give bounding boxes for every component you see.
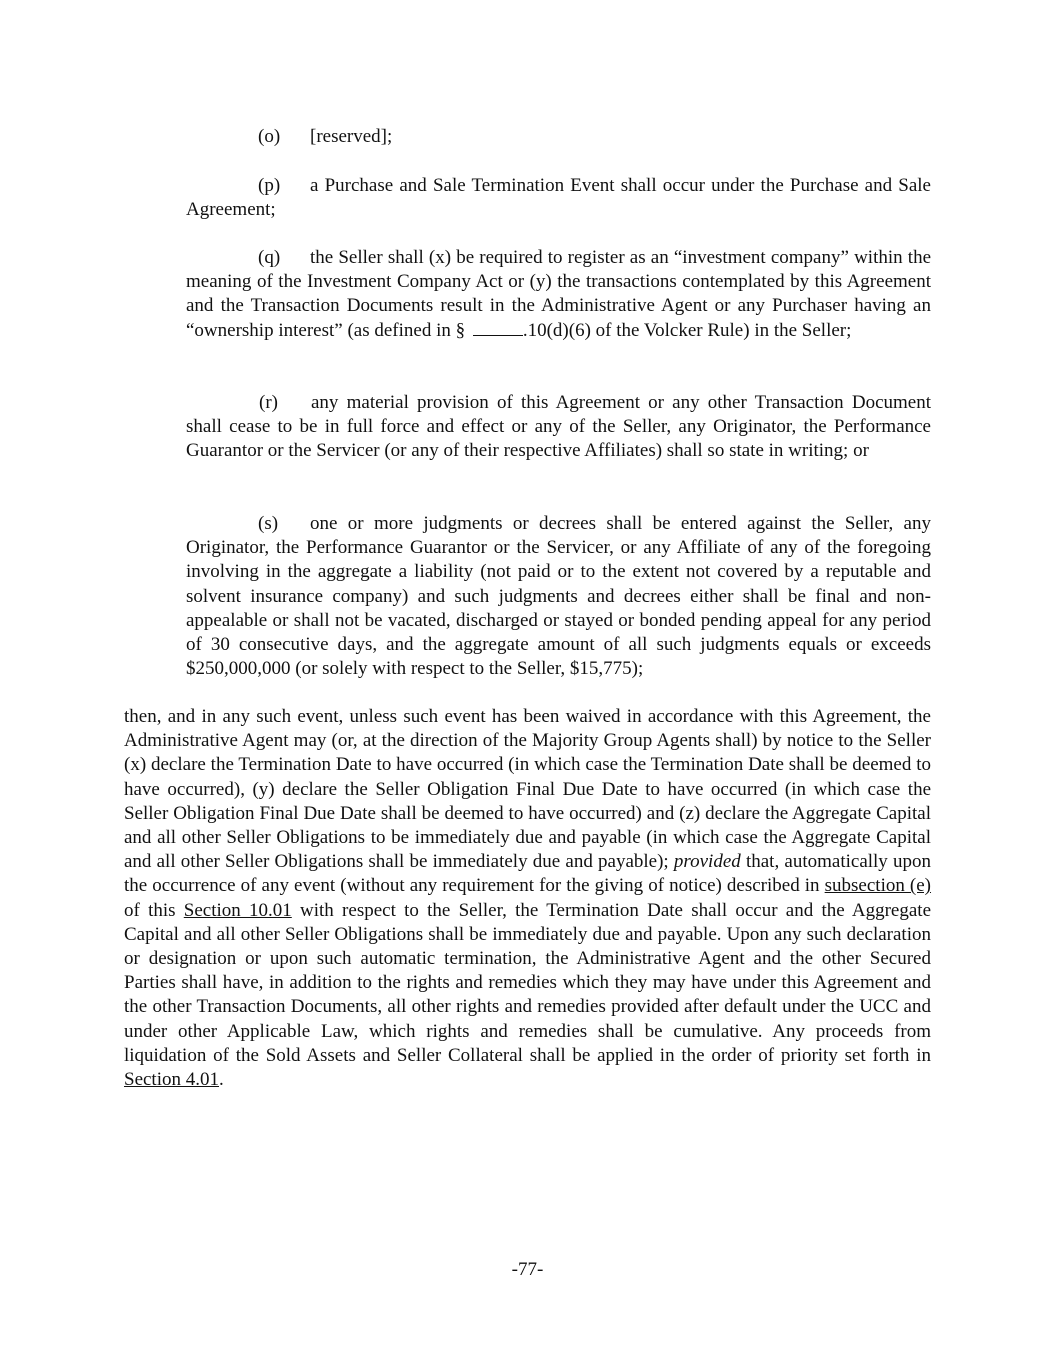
provided-term: provided — [673, 851, 741, 873]
section-4-01-link[interactable]: Section 4.01 — [124, 1069, 219, 1091]
closing-text-4: with respect to the Seller, the Termination Date shall occur and the Aggregate Capital and all other Seller Obligations shall be immediately due and payable. Upon any such declaration or designation or upon such automatic termination, the Administrative Agent and the other Secured Parties shall have, in addition to the rights and remedies which they may have under this Agreement and the other Transaction Documents, all other rights and remedies provided after default under the UCC and under other Applicable Law, which rights and remedies shall be cumulative. Any proceeds from liquidation of the Sold Assets and Seller Collateral shall be applied in the order of priority set forth in — [124, 899, 932, 1066]
clause-r — [186, 391, 931, 464]
closing-text-1: then, and in any such event, unless such event has been waived in accordance with this Agreement, the Administrative Agent may (or, at the direction of the Majority Group Agents shall) by notice to the Seller (x) declare the Termination Date to have occurred (in which case the Termination Date shall be deemed to have occurred), (y) declare the Seller Obligation Final Due Date to have occurred (in which case the Seller Obligation Final Due Date shall be deemed to have occurred) and (z) declare the Aggregate Capital and all other Seller Obligations to be immediately due and payable (in which case the Aggregate Capital and all other Seller Obligations shall be immediately due and payable); — [124, 706, 931, 873]
clause-text: [reserved]; — [310, 126, 393, 147]
clause-o — [186, 125, 931, 149]
closing-text-2: that, automatically upon the occurrence of any event (without any requirement for the giving of notice) described in — [124, 851, 932, 897]
clause-label: (q) — [258, 247, 281, 268]
closing-text-5: . — [219, 1069, 224, 1091]
clause-text-continued: .10(d)(6) of the Volcker Rule) in the Seller; — [522, 319, 852, 341]
clause-label: (p) — [258, 175, 281, 196]
closing-paragraph — [124, 705, 931, 1092]
blank-line — [473, 320, 523, 336]
clause-text: the Seller shall (x) be required to register as an “investment company” within the meaning of the Investment Company Act or (y) the transactions contemplated by this Agreement and the Transaction Documents result in the Administrative Agent or any Purchaser having an “ownership interest” (as defined in § — [186, 247, 931, 341]
clause-q — [186, 246, 931, 343]
section-10-01-link[interactable]: Section 10.01 — [183, 899, 292, 921]
clause-label: (s) — [258, 513, 279, 534]
page-number: -77- — [511, 1259, 544, 1280]
clause-label: (o) — [258, 126, 281, 147]
clause-text: a Purchase and Sale Termination Event shall occur under the Purchase and Sale Agreement; — [186, 175, 931, 221]
subsection-e-link[interactable]: subsection (e) — [824, 875, 932, 897]
clause-s — [186, 512, 931, 681]
clause-p — [186, 174, 931, 222]
clause-text: any material provision of this Agreement or any other Transaction Document shall cease to be in full force and effect or any of the Seller, any Originator, the Performance Guarantor or the Servicer (or any of their respective Affiliates) shall so state in writing; or — [186, 392, 931, 462]
closing-text-3: of this — [124, 899, 176, 921]
clause-label: (r) — [259, 392, 278, 413]
clause-text: one or more judgments or decrees shall be entered against the Seller, any Originator, the Performance Guarantor or the Servicer, or any Affiliate of any of the foregoing involving in the aggregate a liability (not paid or to the extent not covered by a reputable and solvent insurance company) and such judgments and decrees either shall be final and non-appealable or shall not be vacated, discharged or stayed or bonded pending appeal for any period of 30 consecutive days, and the aggregate amount of all such judgments equals or exceeds $250,000,000 (or solely with respect to the Seller, $15,775); — [186, 513, 931, 680]
